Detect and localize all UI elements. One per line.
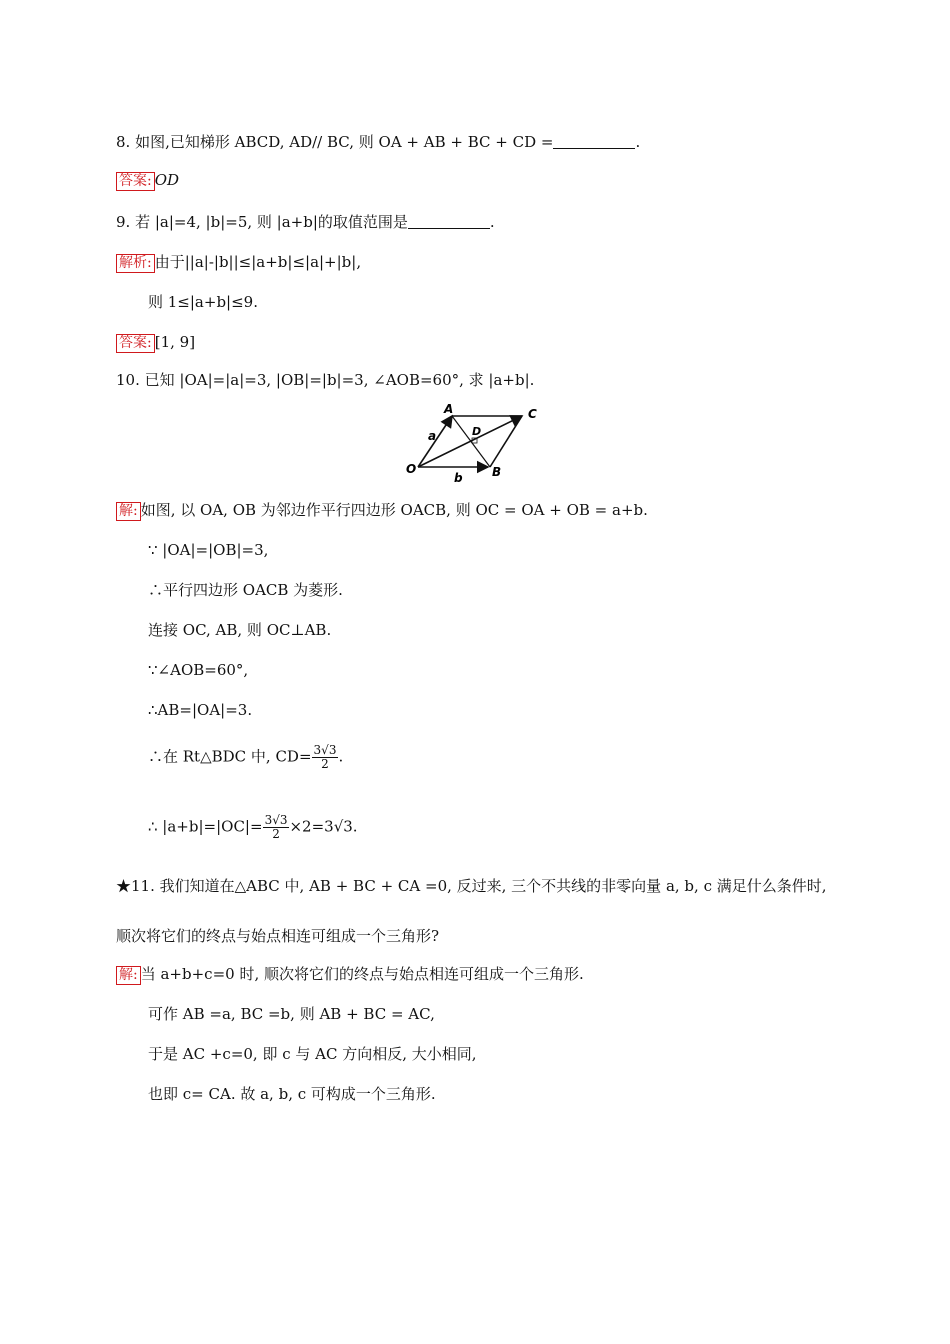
q9-answer: [1, 9] (154, 333, 196, 351)
q9-question: 9. 若 |a|=4, |b|=5, 则 |a+b|的取值范围是 . (116, 213, 495, 231)
label-vector-a: a (428, 429, 437, 443)
q10-line-5: ∵∠AOB=60°, (148, 661, 249, 679)
q10-line-7: ∴在 Rt△BDC 中, CD= $\frac{3√3}{2}$ . (148, 743, 344, 771)
q9-analysis-row (116, 252, 361, 273)
label-c-point: C (528, 407, 537, 421)
parallelogram-figure (400, 400, 560, 486)
answer-blank (408, 214, 490, 229)
oc-fraction: $\frac{3√3}{2}$ (264, 813, 288, 841)
q11-solution-row (116, 964, 584, 985)
q11-line-4: 也即 c= CA. 故 a, b, c 可构成一个三角形. (148, 1085, 436, 1103)
cd-fraction: $\frac{3√3}{2}$ (313, 743, 337, 771)
q9-step: 则 1≤|a+b|≤9. (148, 293, 258, 311)
q11-line-3: 于是 AC +c=0, 即 c 与 AC 方向相反, 大小相同, (148, 1045, 477, 1063)
answer-label: 答案: (116, 172, 155, 191)
q11-line-2: 可作 AB =a, BC =b, 则 AB + BC = AC, (148, 1005, 435, 1023)
analysis-label: 解析: (116, 254, 155, 273)
q10-line-8: ∴ |a+b|=|OC|= $\frac{3√3}{2}$ ×2=3√3. (148, 813, 358, 841)
label-a-point: A (444, 402, 454, 416)
q8-question: 8. 如图,已知梯形 ABCD, AD// BC, 则 OA + AB + BC + CD = . (116, 133, 641, 151)
q10-line-2: ∵ |OA|=|OB|=3, (148, 541, 269, 559)
q10-line-1: 如图, 以 OA, OB 为邻边作平行四边形 OACB, 则 OC = OA + OB = a+b. (140, 501, 648, 519)
solution-label: 解: (116, 966, 141, 985)
q10-line-4: 连接 OC, AB, 则 OC⊥AB. (148, 621, 332, 639)
q9-answer-row (116, 332, 195, 353)
q10-line-3: ∴平行四边形 OACB 为菱形. (148, 581, 343, 599)
q10-solution-row (116, 500, 648, 521)
q9-analysis: 由于||a|-|b||≤|a+b|≤|a|+|b|, (154, 253, 362, 271)
q8-answer-row (116, 170, 179, 191)
label-o-point: O (406, 462, 417, 476)
q11-line-1: 当 a+b+c=0 时, 顺次将它们的终点与始点相连可组成一个三角形. (140, 965, 584, 983)
label-b-point: B (492, 465, 502, 479)
solution-label: 解: (116, 502, 141, 521)
answer-label: 答案: (116, 334, 155, 353)
segment-ab (452, 416, 490, 467)
q8-answer: OD (154, 171, 180, 189)
q11-question-line-1: ★11. 我们知道在△ABC 中, AB + BC + CA =0, 反过来, 三个不共线的非零向量 a, b, c 满足什么条件时, (116, 877, 827, 895)
q10-line-6: ∴AB=|OA|=3. (148, 701, 253, 719)
label-d-point: D (472, 425, 482, 438)
q11-question-line-2: 顺次将它们的终点与始点相连可组成一个三角形? (116, 927, 440, 945)
q10-question: 10. 已知 |OA|=|a|=3, |OB|=|b|=3, ∠AOB=60°, 求 |a+b|. (116, 371, 535, 389)
label-vector-b: b (454, 471, 463, 485)
answer-blank (553, 134, 635, 149)
